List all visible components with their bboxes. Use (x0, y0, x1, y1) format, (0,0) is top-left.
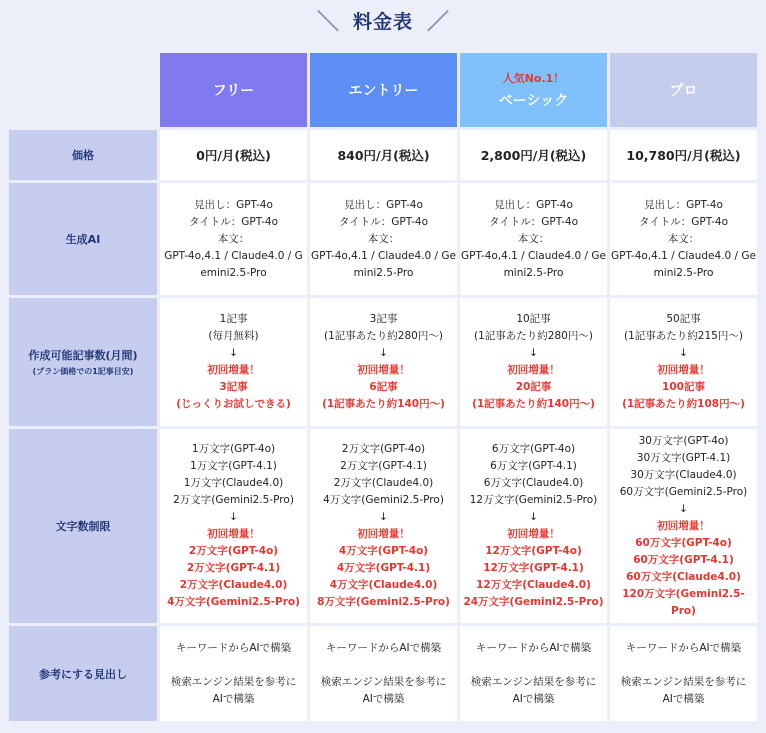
cell-line: mini2.5-Pro (653, 266, 714, 279)
cell-line: キーワードからAIで構築 (325, 641, 442, 654)
row-label-headings: 参考にする見出し (9, 626, 157, 721)
highlight-line: 24万文字(Gemini2.5-Pro) (463, 596, 604, 608)
cell-line: キーワードからAIで構築 (475, 641, 592, 654)
highlight-line: 初回増量！ (507, 528, 560, 540)
page-title: 料金表 (352, 10, 413, 33)
price-entry: 840円/月(税込) (310, 130, 457, 180)
ai-cell-entry (310, 183, 457, 295)
cell-line: タイトル：GPT-4o (638, 215, 729, 228)
plan-header-basic (460, 53, 607, 127)
plan-header-row (9, 53, 757, 127)
cell-line: 見出し：GPT-4o (194, 198, 273, 211)
chars-cell-entry (310, 429, 457, 623)
row-label-price: 価格 (9, 130, 157, 180)
highlight-line: (1記事あたり約140円〜) (472, 398, 595, 410)
title-slash-left: ＼ (316, 9, 339, 35)
line-gap (160, 657, 307, 674)
highlight-line: 初回増量！ (357, 528, 410, 540)
headings-cell-entry (310, 626, 457, 721)
chars-cell-pro (610, 429, 757, 623)
cell-line: ↓ (529, 347, 538, 359)
chars-cell-basic (460, 429, 607, 623)
cell-line: 30万文字(GPT-4o) (638, 434, 729, 447)
cell-line: 1万文字(GPT-4.1) (190, 460, 277, 472)
highlight-line: 12万文字(GPT-4o) (485, 545, 582, 557)
cell-line: 4万文字(Gemini2.5-Pro) (323, 494, 444, 506)
articles-cell-entry (310, 298, 457, 426)
price-basic: 2,800円/月(税込) (460, 130, 607, 180)
cell-line: 本文： (217, 232, 250, 245)
highlight-line: 4万文字(GPT-4.1) (336, 562, 431, 574)
highlight-line: 120万文字(Gemini2.5-Pro) (622, 587, 745, 617)
highlight-line: 60万文字(Claude4.0) (626, 570, 741, 583)
row-label-articles-main: 作成可能記事数(月間) (28, 349, 138, 362)
cell-line: 1記事 (219, 313, 248, 325)
highlight-line: 6記事 (369, 381, 398, 393)
cell-line: ↓ (229, 511, 238, 523)
plan-name: プロ (669, 83, 698, 99)
pricing-table (6, 50, 760, 724)
row-label-articles-sub: (プラン価格での1記事目安) (32, 367, 134, 376)
headings-cell-pro (610, 626, 757, 721)
highlight-line: 2万文字(Claude4.0) (179, 579, 288, 591)
cell-line: 6万文字(Claude4.0) (483, 477, 584, 489)
plan-header-free (160, 53, 307, 127)
chars-cell-free (160, 429, 307, 623)
cell-line: GPT-4o,4.1 / Claude4.0 / Ge (310, 249, 457, 262)
cell-line: 1万文字(GPT-4o) (191, 443, 276, 455)
cell-line: 12万文字(Gemini2.5-Pro) (469, 494, 598, 506)
cell-line: 見出し：GPT-4o (344, 198, 423, 211)
highlight-line: 初回増量！ (207, 364, 260, 376)
highlight-line: 3記事 (219, 381, 248, 393)
corner-cell (9, 53, 157, 127)
cell-line: 3記事 (369, 313, 398, 325)
price-pro: 10,780円/月(税込) (610, 130, 757, 180)
cell-line: 見出し：GPT-4o (494, 198, 573, 211)
cell-line: 2万文字(GPT-4o) (341, 443, 426, 455)
cell-line: ↓ (679, 502, 688, 515)
plan-header-entry (310, 53, 457, 127)
highlight-line: 12万文字(GPT-4.1) (483, 562, 584, 574)
cell-line: 30万文字(Claude4.0) (630, 468, 737, 481)
ai-cell-free (160, 183, 307, 295)
cell-line: 検索エンジン結果を参考に (620, 675, 747, 688)
ai-row (9, 183, 757, 295)
cell-line: 本文： (367, 232, 400, 245)
cell-line: (1記事あたり約280円〜) (324, 330, 443, 342)
plan-name: フリー (212, 83, 255, 99)
highlight-line: 2万文字(GPT-4o) (188, 545, 279, 557)
headings-row (9, 626, 757, 721)
title-slash-right: ／ (427, 9, 450, 35)
cell-line: キーワードからAIで構築 (175, 641, 292, 654)
cell-line: 50記事 (666, 313, 701, 325)
line-gap (610, 657, 757, 674)
cell-line: 見出し：GPT-4o (644, 198, 723, 211)
price-row (9, 130, 757, 180)
cell-line: ↓ (529, 511, 538, 523)
cell-line: ↓ (379, 511, 388, 523)
cell-line: 2万文字(Gemini2.5-Pro) (173, 494, 294, 506)
cell-line: 30万文字(GPT-4.1) (636, 451, 731, 464)
highlight-line: 初回増量！ (657, 364, 710, 376)
cell-line: ↓ (229, 347, 238, 359)
highlight-line: 初回増量！ (507, 364, 560, 376)
chars-row (9, 429, 757, 623)
highlight-line: (1記事あたり約140円〜) (322, 398, 445, 410)
headings-cell-basic (460, 626, 607, 721)
cell-line: 2万文字(GPT-4.1) (340, 460, 427, 472)
cell-line: mini2.5-Pro (353, 266, 414, 279)
title-bar (0, 0, 766, 40)
plan-name: ベーシック (498, 93, 569, 109)
ai-cell-pro (610, 183, 757, 295)
headings-cell-free (160, 626, 307, 721)
row-label-ai: 生成AI (9, 183, 157, 295)
cell-line: タイトル：GPT-4o (488, 215, 579, 228)
popular-badge: 人気No.1！ (502, 72, 565, 85)
highlight-line: 2万文字(GPT-4.1) (186, 562, 281, 574)
cell-line: (1記事あたり約280円〜) (474, 330, 593, 342)
cell-line: 60万文字(Gemini2.5-Pro) (619, 485, 748, 498)
cell-line: タイトル：GPT-4o (338, 215, 429, 228)
cell-line: 6万文字(GPT-4.1) (490, 460, 577, 472)
cell-line: AIで構築 (212, 692, 255, 705)
row-label-chars: 文字数制限 (9, 429, 157, 623)
cell-line: emini2.5-Pro (200, 266, 267, 279)
ai-cell-basic (460, 183, 607, 295)
highlight-line: 初回増量！ (357, 364, 410, 376)
cell-line: AIで構築 (362, 692, 405, 705)
line-gap (460, 657, 607, 674)
highlight-line: (じっくりお試しできる) (176, 398, 291, 410)
cell-line: (毎月無料) (208, 330, 259, 342)
highlight-line: 初回増量！ (657, 519, 710, 532)
highlight-line: 20記事 (515, 381, 552, 393)
articles-cell-basic (460, 298, 607, 426)
cell-line: 検索エンジン結果を参考に (170, 675, 297, 688)
cell-line: タイトル：GPT-4o (188, 215, 279, 228)
cell-line: 本文： (517, 232, 550, 245)
cell-line: GPT-4o,4.1 / Claude4.0 / Ge (610, 249, 757, 262)
articles-cell-pro (610, 298, 757, 426)
cell-line: ↓ (679, 347, 688, 359)
cell-line: GPT-4o,4.1 / Claude4.0 / Ge (460, 249, 607, 262)
highlight-line: 100記事 (662, 381, 705, 393)
cell-line: 10記事 (516, 313, 551, 325)
highlight-line: 8万文字(Gemini2.5-Pro) (317, 596, 450, 608)
highlight-line: 4万文字(GPT-4o) (338, 545, 429, 557)
highlight-line: 4万文字(Gemini2.5-Pro) (167, 596, 300, 608)
cell-line: 6万文字(GPT-4o) (491, 443, 576, 455)
highlight-line: 60万文字(GPT-4.1) (633, 553, 734, 566)
cell-line: AIで構築 (512, 692, 555, 705)
row-label-articles (9, 298, 157, 426)
plan-name: エントリー (348, 83, 419, 99)
plan-header-pro (610, 53, 757, 127)
cell-line: (1記事あたり約215円〜) (624, 330, 743, 342)
cell-line: 検索エンジン結果を参考に (320, 675, 447, 688)
cell-line: ↓ (379, 347, 388, 359)
highlight-line: 4万文字(Claude4.0) (329, 579, 438, 591)
highlight-line: 60万文字(GPT-4o) (635, 536, 732, 549)
articles-cell-free (160, 298, 307, 426)
articles-row (9, 298, 757, 426)
highlight-line: (1記事あたり約108円〜) (622, 398, 745, 410)
highlight-line: 12万文字(Claude4.0) (476, 579, 591, 591)
cell-line: mini2.5-Pro (503, 266, 564, 279)
cell-line: 2万文字(Claude4.0) (333, 477, 434, 489)
cell-line: 検索エンジン結果を参考に (470, 675, 597, 688)
cell-line: AIで構築 (662, 692, 705, 705)
cell-line: 本文： (667, 232, 700, 245)
price-free: 0円/月(税込) (160, 130, 307, 180)
cell-line: キーワードからAIで構築 (625, 641, 742, 654)
cell-line: 1万文字(Claude4.0) (183, 477, 284, 489)
highlight-line: 初回増量！ (207, 528, 260, 540)
line-gap (310, 657, 457, 674)
cell-line: GPT-4o,4.1 / Claude4.0 / G (164, 249, 303, 262)
